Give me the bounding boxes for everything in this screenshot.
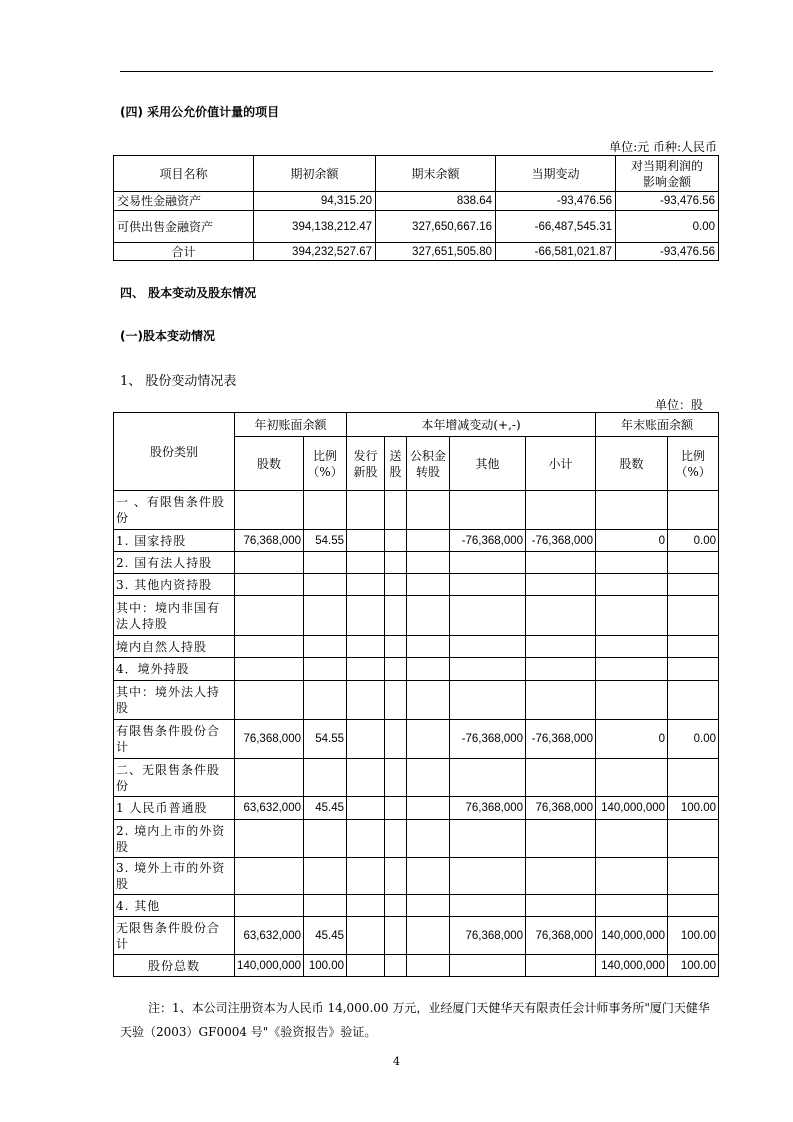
- table-cell: [347, 636, 385, 658]
- table-cell: [668, 574, 719, 596]
- row-label: 4. 其他: [114, 895, 235, 917]
- table-cell: [450, 820, 526, 858]
- fair-value-unit: 单位:元 币种:人民币: [609, 140, 717, 154]
- table-cell: 76,368,000: [450, 917, 526, 955]
- table-cell: [407, 917, 450, 955]
- footnote: 注：1、本公司注册资本为人民币 14,000.00 万元，业经厦门天健华天有限责任会计师事务所"厦门天健华天验（2003）GF0004 号"《验资报告》验证。: [120, 1001, 710, 1039]
- table-cell: [596, 858, 668, 895]
- table-cell: [235, 820, 304, 858]
- table-cell: [407, 681, 450, 720]
- table-cell: [407, 596, 450, 636]
- table-cell: [385, 759, 407, 797]
- fv-cell: 可供出售金融资产: [114, 211, 254, 243]
- fair-value-table: [113, 155, 719, 261]
- table-cell: [407, 658, 450, 681]
- header-ratio: 比例（%）: [304, 437, 347, 491]
- table-cell: [450, 491, 526, 530]
- fv-header-begin: 期初余额: [254, 156, 376, 192]
- header-rule: [120, 71, 713, 72]
- table-cell: [407, 895, 450, 917]
- table-cell: [347, 681, 385, 720]
- table-cell: [526, 636, 596, 658]
- table-cell: [385, 658, 407, 681]
- table-cell: [668, 596, 719, 636]
- table-cell: [668, 759, 719, 797]
- row-label: 2. 境内上市的外资股: [114, 820, 235, 858]
- table-cell: 140,000,000: [596, 917, 668, 955]
- table-cell: [235, 636, 304, 658]
- table-cell: [385, 636, 407, 658]
- table-row: [114, 681, 719, 720]
- table-cell: [407, 574, 450, 596]
- fv-cell: 交易性金融资产: [114, 192, 254, 211]
- table-cell: [450, 658, 526, 681]
- table-cell: [304, 552, 347, 574]
- table-cell: [347, 797, 385, 820]
- table-cell: 0.00: [668, 720, 719, 759]
- fv-cell: 327,650,667.16: [376, 211, 496, 243]
- fv-cell: 0.00: [616, 211, 719, 243]
- table-cell: [235, 574, 304, 596]
- table-cell: [668, 895, 719, 917]
- row-label: 其中：境外法人持股: [114, 681, 235, 720]
- table-cell: [526, 820, 596, 858]
- table-cell: -76,368,000: [450, 530, 526, 552]
- table-cell: [385, 491, 407, 530]
- table-cell: [407, 491, 450, 530]
- fv-cell: 394,138,212.47: [254, 211, 376, 243]
- table-cell: [526, 574, 596, 596]
- table-cell: [596, 596, 668, 636]
- table-row: [114, 858, 719, 895]
- table-row: [114, 917, 719, 955]
- row-label: 无限售条件股份合计: [114, 917, 235, 955]
- table-row: [114, 636, 719, 658]
- table-cell: [450, 858, 526, 895]
- table-cell: [596, 658, 668, 681]
- table-cell: 100.00: [668, 797, 719, 820]
- fv-header-impact: 对当期利润的影响金额: [616, 156, 719, 192]
- table-cell: [596, 491, 668, 530]
- table-cell: [385, 895, 407, 917]
- row-label: 1. 国家持股: [114, 530, 235, 552]
- header-ratio-end: 比例（%）: [668, 437, 719, 491]
- fv-cell: -93,476.56: [616, 192, 719, 211]
- fv-cell: 94,315.20: [254, 192, 376, 211]
- table-cell: [385, 858, 407, 895]
- page-number: 4: [393, 1055, 400, 1068]
- table-cell: 63,632,000: [235, 917, 304, 955]
- table-cell: 54.55: [304, 530, 347, 552]
- table-row: [114, 895, 719, 917]
- table-cell: [385, 917, 407, 955]
- table-cell: [407, 720, 450, 759]
- table-cell: [668, 858, 719, 895]
- fv-cell: 838.64: [376, 192, 496, 211]
- row-label: 2. 国有法人持股: [114, 552, 235, 574]
- table-cell: [347, 955, 385, 977]
- table-cell: [385, 955, 407, 977]
- table-cell: [347, 759, 385, 797]
- fv-cell: -66,581,021.87: [496, 243, 616, 261]
- table-cell: 54.55: [304, 720, 347, 759]
- table-cell: [347, 820, 385, 858]
- fair-value-heading: (四) 采用公允价值计量的项目: [120, 105, 280, 119]
- table-row: [114, 820, 719, 858]
- table-cell: 63,632,000: [235, 797, 304, 820]
- table-cell: [304, 574, 347, 596]
- table-cell: [450, 552, 526, 574]
- table-cell: [526, 858, 596, 895]
- table-cell: 45.45: [304, 797, 347, 820]
- table-row: [114, 243, 719, 261]
- table-title: 1、 股份变动情况表: [120, 374, 237, 389]
- table-cell: [668, 491, 719, 530]
- table-cell: [407, 858, 450, 895]
- table-cell: [668, 636, 719, 658]
- table-cell: [347, 530, 385, 552]
- table-cell: [385, 596, 407, 636]
- table-cell: [668, 681, 719, 720]
- table-cell: [450, 574, 526, 596]
- row-label: 1 人民币普通股: [114, 797, 235, 820]
- table-cell: [304, 658, 347, 681]
- table-cell: [347, 491, 385, 530]
- header-reserve: 公积金转股: [407, 437, 450, 491]
- table-cell: [526, 759, 596, 797]
- table-row: [114, 658, 719, 681]
- table-cell: [304, 858, 347, 895]
- table-cell: [385, 820, 407, 858]
- table-cell: [596, 636, 668, 658]
- table-cell: 76,368,000: [450, 797, 526, 820]
- header-other: 其他: [450, 437, 526, 491]
- table-cell: [235, 596, 304, 636]
- table-cell: [347, 720, 385, 759]
- table-cell: [407, 797, 450, 820]
- table-cell: [668, 820, 719, 858]
- table-cell: [235, 491, 304, 530]
- table-cell: [526, 955, 596, 977]
- table-row: [114, 955, 719, 977]
- table-cell: [596, 895, 668, 917]
- table-cell: [347, 858, 385, 895]
- table-cell: 0: [596, 720, 668, 759]
- header-bonus: 送股: [385, 437, 407, 491]
- table-cell: [450, 681, 526, 720]
- table-cell: [526, 681, 596, 720]
- table-cell: [235, 759, 304, 797]
- table-cell: [235, 858, 304, 895]
- table-cell: -76,368,000: [450, 720, 526, 759]
- table-cell: [526, 552, 596, 574]
- header-shares-end: 股数: [596, 437, 668, 491]
- header-shares: 股数: [235, 437, 304, 491]
- table-cell: [304, 895, 347, 917]
- row-label: 4．境外持股: [114, 658, 235, 681]
- fv-header-item: 项目名称: [114, 156, 254, 192]
- table-cell: 76,368,000: [235, 530, 304, 552]
- row-label: 3. 其他内资持股: [114, 574, 235, 596]
- fv-cell: -93,476.56: [616, 243, 719, 261]
- table-cell: [235, 658, 304, 681]
- table-cell: [385, 797, 407, 820]
- table-cell: [526, 491, 596, 530]
- table-row: [114, 574, 719, 596]
- table-cell: [668, 658, 719, 681]
- table-cell: 76,368,000: [526, 797, 596, 820]
- table-cell: 0.00: [668, 530, 719, 552]
- row-label: 其中：境内非国有法人持股: [114, 596, 235, 636]
- table-cell: [526, 596, 596, 636]
- fv-cell: 合计: [114, 243, 254, 261]
- table-cell: [596, 820, 668, 858]
- table-cell: [668, 552, 719, 574]
- row-label: 有限售条件股份合计: [114, 720, 235, 759]
- header-category: 股份类别: [114, 413, 235, 491]
- table-cell: [450, 596, 526, 636]
- share-unit: 单位：股: [654, 398, 703, 412]
- table-cell: [407, 820, 450, 858]
- table-cell: [347, 574, 385, 596]
- table-row: [114, 192, 719, 211]
- table-row: [114, 596, 719, 636]
- table-cell: [526, 895, 596, 917]
- table-cell: [596, 574, 668, 596]
- table-cell: [526, 658, 596, 681]
- table-cell: [596, 681, 668, 720]
- table-cell: [450, 955, 526, 977]
- fv-cell: -93,476.56: [496, 192, 616, 211]
- table-cell: 76,368,000: [235, 720, 304, 759]
- table-cell: [385, 681, 407, 720]
- fv-header-end: 期末余额: [376, 156, 496, 192]
- table-row: [114, 797, 719, 820]
- table-cell: -76,368,000: [526, 720, 596, 759]
- header-end-balance: 年末账面余额: [596, 413, 719, 437]
- header-begin-balance: 年初账面余额: [235, 413, 347, 437]
- fv-header-change: 当期变动: [496, 156, 616, 192]
- table-row: [114, 720, 719, 759]
- table-cell: 140,000,000: [596, 955, 668, 977]
- fv-cell: 394,232,527.67: [254, 243, 376, 261]
- table-cell: [450, 895, 526, 917]
- section4-heading: 四、 股本变动及股东情况: [120, 286, 257, 300]
- table-row: [114, 211, 719, 243]
- table-cell: [596, 552, 668, 574]
- table-cell: [407, 759, 450, 797]
- share-change-table: [113, 412, 719, 977]
- table-cell: [450, 759, 526, 797]
- row-label: 境内自然人持股: [114, 636, 235, 658]
- row-label: 二、无限售条件股份: [114, 759, 235, 797]
- table-cell: [385, 574, 407, 596]
- table-cell: 100.00: [668, 955, 719, 977]
- table-cell: [235, 895, 304, 917]
- fv-cell: 327,651,505.80: [376, 243, 496, 261]
- table-cell: [347, 552, 385, 574]
- table-cell: -76,368,000: [526, 530, 596, 552]
- header-issue: 发行新股: [347, 437, 385, 491]
- table-cell: 100.00: [668, 917, 719, 955]
- table-row: [114, 552, 719, 574]
- table-cell: [304, 491, 347, 530]
- header-change: 本年增减变动(+,-): [347, 413, 596, 437]
- table-cell: 76,368,000: [526, 917, 596, 955]
- table-cell: [304, 596, 347, 636]
- table-cell: [304, 820, 347, 858]
- table-cell: [385, 552, 407, 574]
- table-cell: [347, 895, 385, 917]
- table-cell: [407, 955, 450, 977]
- table-cell: [385, 720, 407, 759]
- table-row: [114, 530, 719, 552]
- table-cell: [385, 530, 407, 552]
- row-label: 3. 境外上市的外资股: [114, 858, 235, 895]
- table-cell: [596, 759, 668, 797]
- table-row: [114, 491, 719, 530]
- table-cell: [304, 759, 347, 797]
- row-label: 一 、有限售条件股份: [114, 491, 235, 530]
- table-cell: [235, 681, 304, 720]
- table-cell: [407, 552, 450, 574]
- table-cell: 0: [596, 530, 668, 552]
- subsection-heading: (一)股本变动情况: [120, 329, 215, 343]
- header-subtotal: 小计: [526, 437, 596, 491]
- table-cell: [235, 552, 304, 574]
- table-cell: [450, 636, 526, 658]
- table-cell: 100.00: [304, 955, 347, 977]
- table-cell: 140,000,000: [235, 955, 304, 977]
- table-cell: [304, 636, 347, 658]
- table-cell: 45.45: [304, 917, 347, 955]
- row-label: 股份总数: [114, 955, 235, 977]
- table-cell: [347, 917, 385, 955]
- table-cell: [407, 636, 450, 658]
- table-cell: [304, 681, 347, 720]
- table-cell: [407, 530, 450, 552]
- table-row: [114, 759, 719, 797]
- table-cell: [347, 658, 385, 681]
- fv-cell: -66,487,545.31: [496, 211, 616, 243]
- table-cell: [347, 596, 385, 636]
- table-cell: 140,000,000: [596, 797, 668, 820]
